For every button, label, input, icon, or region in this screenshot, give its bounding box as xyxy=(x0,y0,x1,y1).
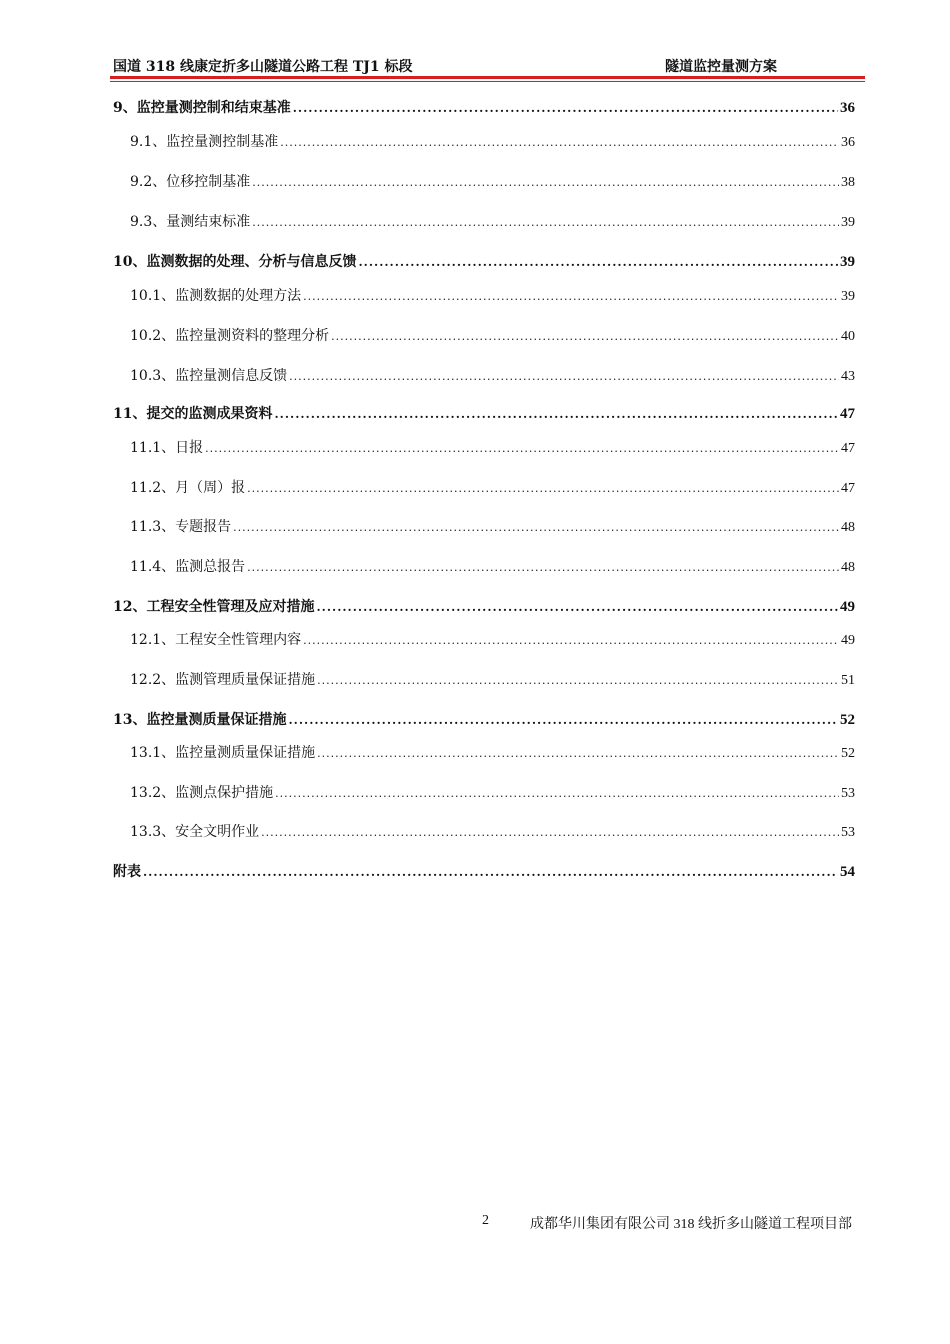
toc-entry-page: 51 xyxy=(841,673,855,688)
toc-entry-label: 9.2、位移控制基准 xyxy=(130,174,251,190)
toc-subsection-entry[interactable] xyxy=(113,365,855,384)
toc-section-entry[interactable] xyxy=(113,251,855,275)
footer-company: 成都华川集团有限公司 318 线折多山隧道工程项目部 xyxy=(530,1217,852,1232)
toc-entry-label: 10.2、监控量测资料的整理分析 xyxy=(130,328,330,344)
toc-entry-page: 53 xyxy=(841,825,855,840)
toc-entry-label: 附表 xyxy=(113,864,141,880)
toc-entry-page: 43 xyxy=(841,369,855,384)
toc-entry-label: 12.1、工程安全性管理内容 xyxy=(130,632,302,648)
toc-entry-page: 54 xyxy=(840,864,855,880)
toc-dot-leader xyxy=(331,328,839,344)
toc-subsection-entry[interactable] xyxy=(113,556,855,575)
toc-entry-page: 49 xyxy=(841,633,855,648)
toc-entry-page: 39 xyxy=(841,215,855,230)
toc-entry-label: 9.3、量测结束标准 xyxy=(130,214,251,230)
toc-dot-leader xyxy=(275,785,839,801)
toc-subsection-entry[interactable] xyxy=(113,669,855,688)
toc-dot-leader xyxy=(317,672,839,688)
toc-dot-leader xyxy=(233,519,839,535)
toc-entry-page: 39 xyxy=(841,289,855,304)
toc-subsection-entry[interactable] xyxy=(113,285,855,304)
toc-entry-label: 10.3、监控量测信息反馈 xyxy=(130,368,288,384)
toc-entry-page: 36 xyxy=(841,135,855,150)
toc-dot-leader xyxy=(252,214,839,230)
toc-entry-label: 10.1、监测数据的处理方法 xyxy=(130,288,302,304)
toc-subsection-entry[interactable] xyxy=(113,516,855,535)
toc-section-entry[interactable] xyxy=(113,709,855,733)
toc-dot-leader xyxy=(252,174,839,190)
toc-entry-page: 52 xyxy=(841,746,855,761)
toc-dot-leader xyxy=(316,599,838,615)
toc-entry-page: 48 xyxy=(841,560,855,575)
toc-dot-leader xyxy=(247,480,839,496)
toc-entry-label: 12、工程安全性管理及应对措施 xyxy=(113,599,315,615)
toc-entry-label: 13.1、监控量测质量保证措施 xyxy=(130,745,316,761)
toc-entry-page: 47 xyxy=(840,406,855,422)
header-rule-thick xyxy=(110,76,865,79)
toc-entry-label: 12.2、监测管理质量保证措施 xyxy=(130,672,316,688)
toc-entry-page: 40 xyxy=(841,329,855,344)
toc-subsection-entry[interactable] xyxy=(113,821,855,840)
toc-entry-page: 38 xyxy=(841,175,855,190)
toc-entry-label: 10、监测数据的处理、分析与信息反馈 xyxy=(113,254,357,270)
toc-section-entry[interactable] xyxy=(113,596,855,620)
toc-dot-leader xyxy=(261,824,839,840)
toc-dot-leader xyxy=(358,254,838,270)
toc-dot-leader xyxy=(288,712,838,728)
toc-dot-leader xyxy=(303,288,839,304)
toc-entry-label: 11.4、监测总报告 xyxy=(130,559,246,575)
toc-entry-label: 11.2、月（周）报 xyxy=(130,480,246,496)
toc-section-entry[interactable] xyxy=(113,861,855,885)
toc-entry-page: 47 xyxy=(841,481,855,496)
toc-entry-label: 9.1、监控量测控制基准 xyxy=(130,134,279,150)
toc-entry-label: 11.3、专题报告 xyxy=(130,519,232,535)
toc-entry-page: 49 xyxy=(840,599,855,615)
toc-subsection-entry[interactable] xyxy=(113,477,855,496)
toc-dot-leader xyxy=(317,745,839,761)
toc-entry-label: 11.1、日报 xyxy=(130,440,204,456)
header-project-title: 国道 318 线康定折多山隧道公路工程 TJ1 标段 xyxy=(113,59,413,75)
toc-subsection-entry[interactable] xyxy=(113,629,855,648)
toc-dot-leader xyxy=(289,368,839,384)
toc-entry-page: 47 xyxy=(841,441,855,456)
toc-subsection-entry[interactable] xyxy=(113,211,855,230)
toc-dot-leader xyxy=(274,406,838,422)
toc-entry-label: 11、提交的监测成果资料 xyxy=(113,406,273,422)
toc-subsection-entry[interactable] xyxy=(113,437,855,456)
toc-entry-label: 9、监控量测控制和结束基准 xyxy=(113,100,291,116)
toc-subsection-entry[interactable] xyxy=(113,325,855,344)
header-document-title: 隧道监控量测方案 xyxy=(665,59,777,75)
toc-dot-leader xyxy=(247,559,839,575)
toc-entry-page: 48 xyxy=(841,520,855,535)
toc-entry-label: 13.3、安全文明作业 xyxy=(130,824,260,840)
toc-dot-leader xyxy=(280,134,839,150)
toc-entry-label: 13、监控量测质量保证措施 xyxy=(113,712,287,728)
toc-section-entry[interactable] xyxy=(113,97,855,121)
toc-entry-label: 13.2、监测点保护措施 xyxy=(130,785,274,801)
toc-subsection-entry[interactable] xyxy=(113,171,855,190)
footer-page-number: 2 xyxy=(482,1213,489,1228)
toc-subsection-entry[interactable] xyxy=(113,742,855,761)
toc-section-entry[interactable] xyxy=(113,403,855,427)
header-rule-thin xyxy=(110,81,865,82)
toc-dot-leader xyxy=(303,632,839,648)
toc-entry-page: 53 xyxy=(841,786,855,801)
toc-entry-page: 52 xyxy=(840,712,855,728)
toc-dot-leader xyxy=(143,864,838,880)
toc-dot-leader xyxy=(293,100,838,116)
toc-dot-leader xyxy=(205,440,839,456)
toc-subsection-entry[interactable] xyxy=(113,131,855,150)
toc-entry-page: 39 xyxy=(840,254,855,270)
page-header xyxy=(113,54,865,76)
toc-entry-page: 36 xyxy=(840,100,855,116)
toc-subsection-entry[interactable] xyxy=(113,782,855,801)
